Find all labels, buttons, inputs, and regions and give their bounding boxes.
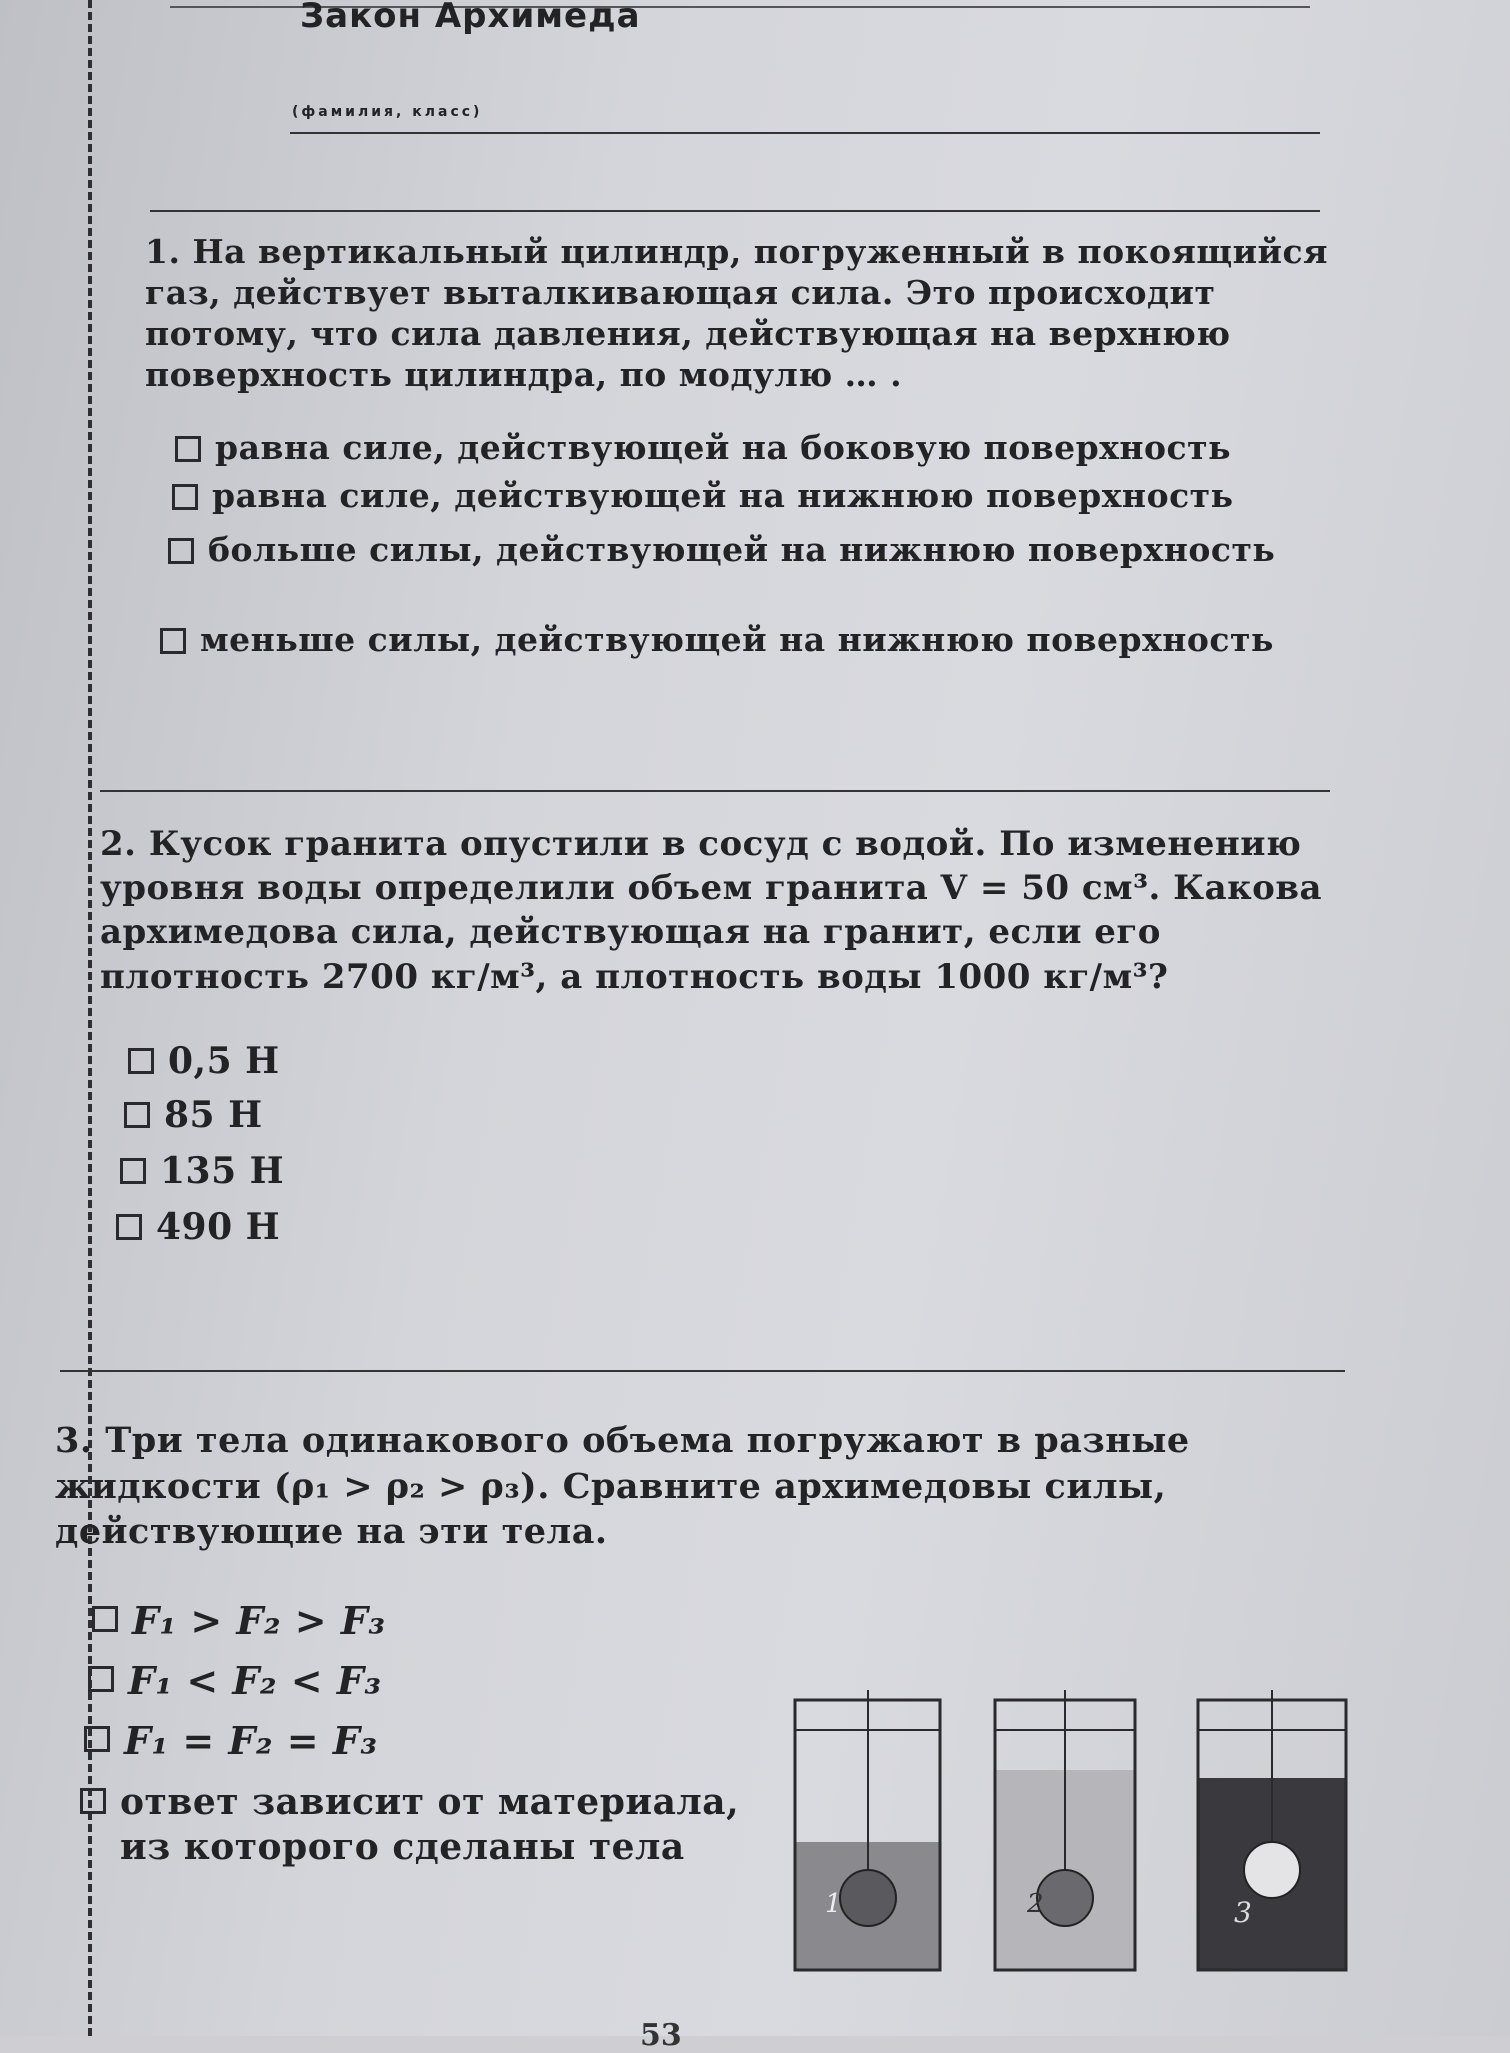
q1-option-1-label: равна силе, действующей на боковую поверхность bbox=[215, 428, 1231, 467]
question-3-text: Три тела одинакового объема погружают в разные жидкости (ρ₁ > ρ₂ > ρ₃). Сравните архимедовы силы, действующие на эти тела. bbox=[55, 1420, 1190, 1552]
q2-option-4[interactable] bbox=[116, 1206, 280, 1248]
checkbox[interactable] bbox=[175, 436, 201, 462]
q1-option-1[interactable] bbox=[175, 428, 1325, 467]
q1-option-4[interactable] bbox=[160, 620, 1340, 659]
q1-option-4-label: меньше силы, действующей на нижнюю поверхность bbox=[200, 620, 1274, 659]
vessels-figure bbox=[780, 1690, 1360, 1980]
checkbox[interactable] bbox=[124, 1102, 150, 1128]
name-field-caption: (фамилия, класс) bbox=[292, 104, 483, 120]
question-1-text: На вертикальный цилиндр, погруженный в покоящийся газ, действует выталкивающая сила. Это происходит потому, что сила давления, действующая на верхнюю поверхность цилиндра, по модулю … . bbox=[145, 232, 1328, 394]
q2-option-4-label: 490 Н bbox=[156, 1206, 281, 1248]
question-2-number: 2. bbox=[100, 824, 137, 864]
vessel-2-ball bbox=[1037, 1870, 1093, 1926]
q1-option-2-label: равна силе, действующей на нижнюю поверхность bbox=[212, 476, 1234, 515]
q3-option-2-label: F₁ < F₂ < F₃ bbox=[128, 1658, 382, 1703]
question-2 bbox=[100, 822, 1330, 999]
separator-1 bbox=[150, 210, 1320, 212]
q3-option-1[interactable] bbox=[92, 1598, 385, 1643]
vessel-2-label: 2 bbox=[1027, 1889, 1044, 1919]
vessel-2 bbox=[995, 1690, 1135, 1970]
question-1 bbox=[145, 232, 1330, 396]
q3-option-3[interactable] bbox=[84, 1718, 377, 1763]
page-number: 53 bbox=[640, 2018, 682, 2053]
separator-3 bbox=[60, 1370, 1345, 1372]
checkbox[interactable] bbox=[92, 1606, 118, 1632]
question-3 bbox=[55, 1418, 1345, 1555]
question-1-number: 1. bbox=[145, 232, 181, 271]
checkbox[interactable] bbox=[168, 538, 194, 564]
q2-option-3[interactable] bbox=[120, 1150, 284, 1192]
q1-option-3-label: больше силы, действующей на нижнюю поверхность bbox=[208, 530, 1276, 569]
q1-option-3[interactable] bbox=[168, 530, 1328, 569]
vessel-3-ball bbox=[1244, 1842, 1300, 1898]
q3-option-4-label: ответ зависит от материала, из которого сделаны тела bbox=[120, 1781, 753, 1868]
vessel-1-label: 1 bbox=[825, 1889, 842, 1919]
q2-option-2-label: 85 Н bbox=[164, 1094, 263, 1136]
question-3-number: 3. bbox=[55, 1420, 93, 1461]
checkbox[interactable] bbox=[128, 1048, 154, 1074]
q3-option-4[interactable] bbox=[80, 1780, 760, 1870]
checkbox[interactable] bbox=[160, 628, 186, 654]
q2-option-1[interactable] bbox=[128, 1040, 280, 1082]
checkbox[interactable] bbox=[88, 1666, 114, 1692]
q2-option-3-label: 135 Н bbox=[160, 1150, 285, 1192]
q2-option-1-label: 0,5 Н bbox=[168, 1040, 280, 1082]
checkbox[interactable] bbox=[116, 1214, 142, 1240]
q1-option-2[interactable] bbox=[172, 476, 1322, 515]
separator-2 bbox=[100, 790, 1330, 792]
vessel-3 bbox=[1198, 1690, 1346, 1970]
page-title: Закон Архимеда bbox=[300, 0, 641, 36]
vessel-1 bbox=[795, 1690, 940, 1970]
q3-option-3-label: F₁ = F₂ = F₃ bbox=[124, 1718, 378, 1763]
vessel-1-ball bbox=[840, 1870, 896, 1926]
checkbox[interactable] bbox=[120, 1158, 146, 1184]
checkbox[interactable] bbox=[80, 1788, 106, 1814]
question-2-text: Кусок гранита опустили в сосуд с водой. По изменению уровня воды определили объем гранита V = 50 см³. Какова архимедова сила, действующая на гранит, если его плотность 2700 кг/м³, а плотность воды 1000 кг/м³? bbox=[100, 824, 1322, 997]
q3-option-1-label: F₁ > F₂ > F₃ bbox=[132, 1598, 386, 1643]
q3-option-2[interactable] bbox=[88, 1658, 381, 1703]
checkbox[interactable] bbox=[84, 1726, 110, 1752]
vessel-3-label: 3 bbox=[1234, 1896, 1252, 1929]
checkbox[interactable] bbox=[172, 484, 198, 510]
name-field-line[interactable] bbox=[290, 132, 1320, 134]
q2-option-2[interactable] bbox=[124, 1094, 263, 1136]
